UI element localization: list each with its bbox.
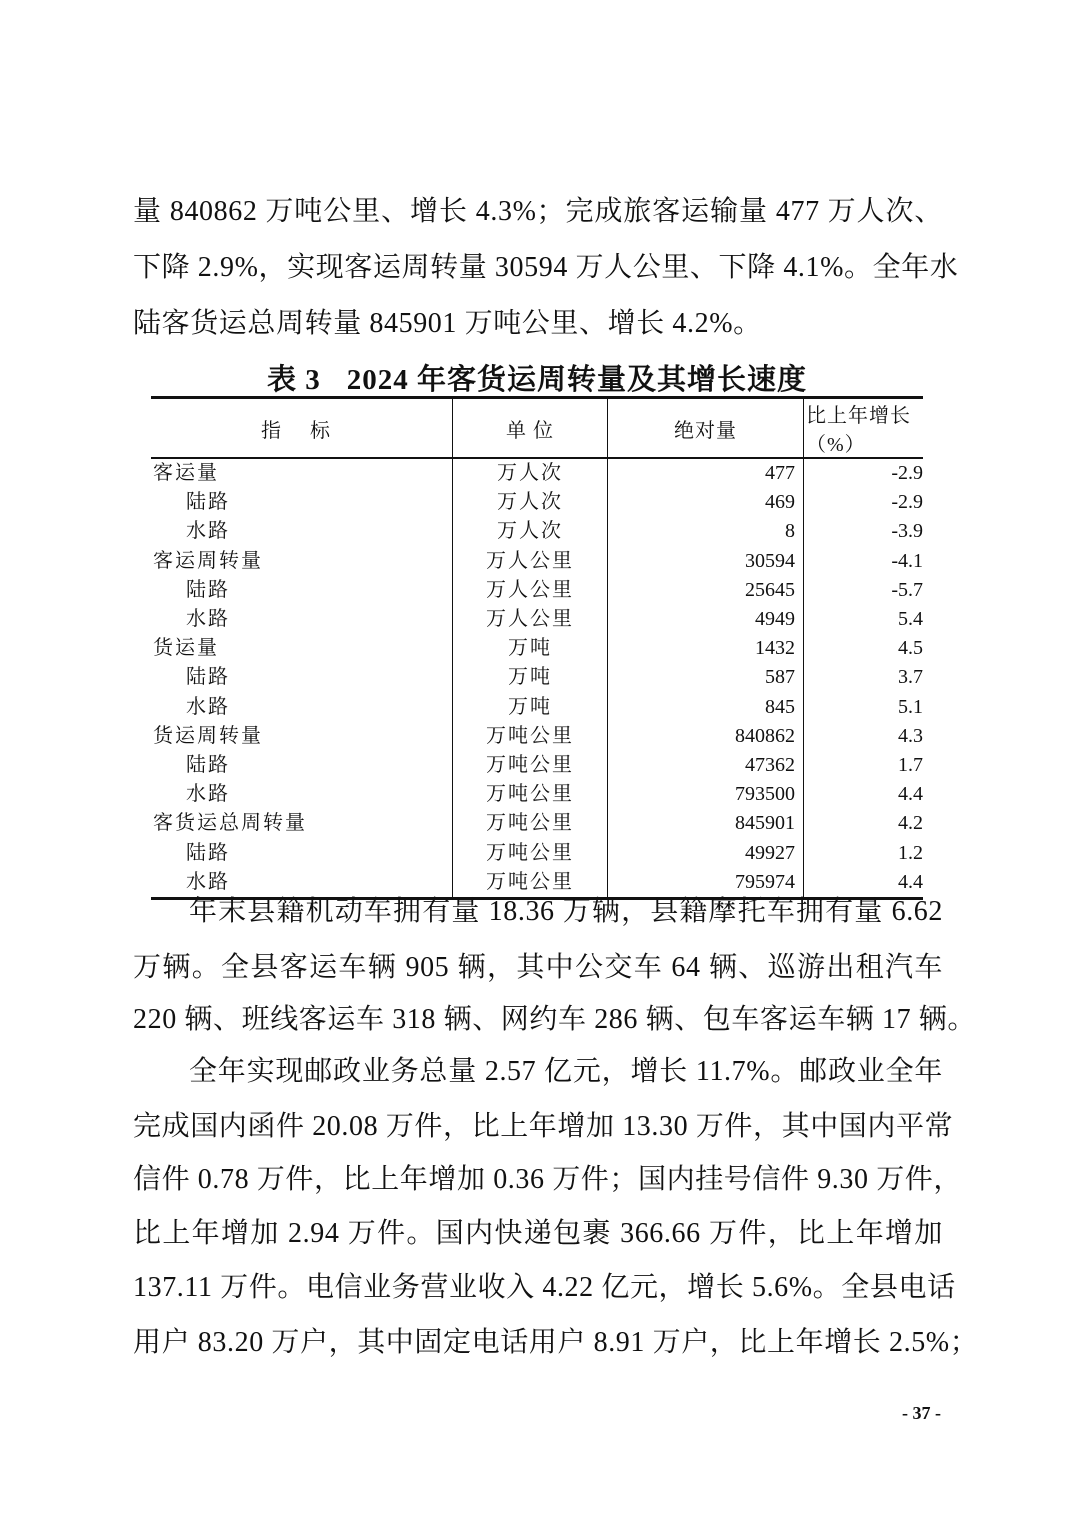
cell-indicator: 陆路 bbox=[186, 841, 230, 864]
paragraph-line: 全年实现邮政业务总量 2.57 亿元，增长 11.7%。邮政业全年 bbox=[189, 1056, 943, 1087]
cell-unit: 万吨 bbox=[453, 634, 608, 663]
cell-indicator: 客货运总周转量 bbox=[153, 812, 307, 835]
cell-indicator: 陆路 bbox=[186, 491, 230, 514]
paragraph-line: 220 辆、班线客运车 318 辆、网约车 286 辆、包车客运车辆 17 辆。 bbox=[133, 1004, 977, 1035]
cell-indicator: 陆路 bbox=[186, 753, 230, 776]
header-indicator: 指 标 bbox=[261, 419, 342, 442]
cell-growth: -4.1 bbox=[804, 547, 924, 576]
cell-growth: -2.9 bbox=[804, 458, 924, 488]
cell-unit: 万吨 bbox=[453, 663, 608, 692]
paragraph-line: 用户 83.20 万户，其中固定电话用户 8.91 万户，比上年增长 2.5%； bbox=[133, 1327, 979, 1358]
cell-growth: 4.5 bbox=[804, 634, 924, 663]
cell-unit: 万吨公里 bbox=[453, 838, 608, 867]
cell-value: 49927 bbox=[608, 838, 804, 867]
table-title bbox=[0, 357, 1074, 398]
cell-indicator: 水路 bbox=[186, 695, 230, 718]
cell-value: 587 bbox=[608, 663, 804, 692]
table-row bbox=[151, 458, 923, 488]
cell-indicator: 水路 bbox=[186, 608, 230, 631]
cell-value: 793500 bbox=[608, 780, 804, 809]
cell-growth: 4.3 bbox=[804, 722, 924, 751]
cell-unit: 万人公里 bbox=[453, 576, 608, 605]
cell-indicator: 水路 bbox=[186, 783, 230, 806]
cell-growth: 3.7 bbox=[804, 663, 924, 692]
table-row bbox=[151, 868, 923, 899]
table-row bbox=[151, 576, 923, 605]
table-number: 表 3 bbox=[266, 364, 321, 396]
table-row bbox=[151, 547, 923, 576]
cell-unit: 万吨 bbox=[453, 693, 608, 722]
cell-unit: 万吨公里 bbox=[453, 751, 608, 780]
paragraph-line: 信件 0.78 万件，比上年增加 0.36 万件；国内挂号信件 9.30 万件， bbox=[133, 1164, 963, 1195]
cell-indicator: 水路 bbox=[186, 870, 230, 893]
paragraph-line: 量 840862 万吨公里、增长 4.3%；完成旅客运输量 477 万人次、 bbox=[133, 196, 943, 227]
table-row bbox=[151, 809, 923, 838]
cell-growth: -2.9 bbox=[804, 488, 924, 517]
cell-growth: 5.4 bbox=[804, 605, 924, 634]
paragraph-line: 陆客货运总周转量 845901 万吨公里、增长 4.2%。 bbox=[133, 308, 762, 339]
cell-growth: 4.2 bbox=[804, 809, 924, 838]
cell-unit: 万人公里 bbox=[453, 605, 608, 634]
cell-growth: 1.2 bbox=[804, 838, 924, 867]
cell-value: 25645 bbox=[608, 576, 804, 605]
paragraph-line: 万辆。全县客运车辆 905 辆，其中公交车 64 辆、巡游出租汽车 bbox=[133, 952, 943, 983]
cell-value: 47362 bbox=[608, 751, 804, 780]
cell-indicator: 货运周转量 bbox=[153, 724, 263, 747]
cell-value: 795974 bbox=[608, 868, 804, 899]
table-row bbox=[151, 780, 923, 809]
table-row bbox=[151, 693, 923, 722]
cell-unit: 万吨公里 bbox=[453, 722, 608, 751]
cell-indicator: 陆路 bbox=[186, 666, 230, 689]
cell-value: 30594 bbox=[608, 547, 804, 576]
cell-growth: 5.1 bbox=[804, 693, 924, 722]
table-row bbox=[151, 722, 923, 751]
cell-value: 845901 bbox=[608, 809, 804, 838]
table-header-row bbox=[151, 398, 923, 459]
cell-indicator: 客运量 bbox=[153, 462, 219, 485]
table-row bbox=[151, 751, 923, 780]
cell-indicator: 水路 bbox=[186, 520, 230, 543]
table-row bbox=[151, 488, 923, 517]
page-number: - 37 - bbox=[902, 1403, 941, 1423]
cell-unit: 万吨公里 bbox=[453, 868, 608, 899]
cell-indicator: 货运量 bbox=[153, 637, 219, 660]
paragraph-line: 下降 2.9%，实现客运周转量 30594 万人公里、下降 4.1%。全年水 bbox=[133, 252, 959, 283]
table-row bbox=[151, 663, 923, 692]
transport-table bbox=[151, 396, 923, 900]
table-row bbox=[151, 605, 923, 634]
cell-unit: 万吨公里 bbox=[453, 780, 608, 809]
cell-growth: 4.4 bbox=[804, 780, 924, 809]
table-row bbox=[151, 517, 923, 546]
cell-growth: 1.7 bbox=[804, 751, 924, 780]
cell-indicator: 陆路 bbox=[186, 578, 230, 601]
cell-value: 840862 bbox=[608, 722, 804, 751]
cell-value: 8 bbox=[608, 517, 804, 546]
cell-value: 845 bbox=[608, 693, 804, 722]
cell-unit: 万人次 bbox=[453, 488, 608, 517]
cell-growth: -3.9 bbox=[804, 517, 924, 546]
cell-value: 4949 bbox=[608, 605, 804, 634]
cell-indicator: 客运周转量 bbox=[153, 549, 263, 572]
cell-value: 469 bbox=[608, 488, 804, 517]
paragraph-line: 比上年增加 2.94 万件。国内快递包裹 366.66 万件，比上年增加 bbox=[133, 1218, 943, 1249]
table-caption: 2024 年客货运周转量及其增长速度 bbox=[346, 364, 808, 396]
table-row bbox=[151, 634, 923, 663]
cell-unit: 万人公里 bbox=[453, 547, 608, 576]
paragraph-line: 137.11 万件。电信业务营业收入 4.22 亿元，增长 5.6%。全县电话 bbox=[133, 1272, 956, 1303]
cell-growth: 4.4 bbox=[804, 868, 924, 899]
table-row bbox=[151, 838, 923, 867]
cell-value: 477 bbox=[608, 458, 804, 488]
cell-growth: -5.7 bbox=[804, 576, 924, 605]
paragraph-line: 年末县籍机动车拥有量 18.36 万辆，县籍摩托车拥有量 6.62 bbox=[189, 896, 943, 927]
cell-unit: 万吨公里 bbox=[453, 809, 608, 838]
header-absolute-value: 绝对量 bbox=[608, 398, 804, 459]
cell-unit: 万人次 bbox=[453, 458, 608, 488]
header-growth: 比上年增长（%） bbox=[804, 398, 924, 459]
header-unit: 单 位 bbox=[453, 398, 608, 459]
cell-unit: 万人次 bbox=[453, 517, 608, 546]
paragraph-line: 完成国内函件 20.08 万件，比上年增加 13.30 万件，其中国内平常 bbox=[133, 1111, 954, 1142]
cell-value: 1432 bbox=[608, 634, 804, 663]
